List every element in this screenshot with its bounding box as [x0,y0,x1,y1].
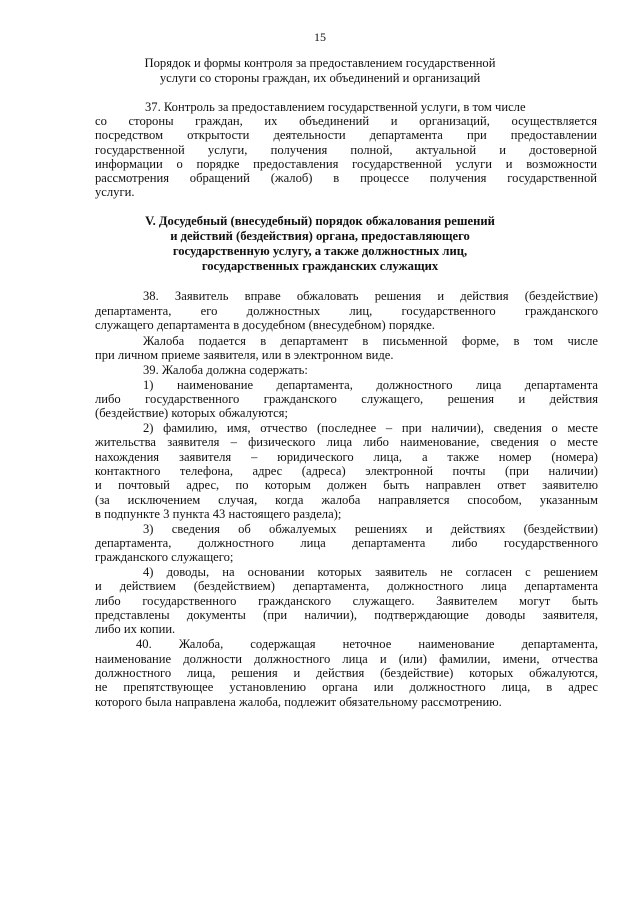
text-line: 4) доводы, на основании которых заявитель не согласен с решением [143,565,598,579]
text-line: контактного телефона, адрес (адреса) электронной почты (при наличии) [95,464,598,478]
text-line: 37. Контроль за предоставлением государственной услуги, в том числе [145,100,526,114]
text-line: 1) наименование департамента, должностного лица департамента [143,378,598,392]
text-line: департамента, должностного лица департамента либо государственного [95,536,598,550]
text-line: не препятствующее установлению органа или должностного лица, в адрес [95,680,598,694]
text-line: со стороны граждан, их объединений и организаций, осуществляется [95,114,597,128]
heading-line: услуги со стороны граждан, их объединений и организаций [159,71,481,85]
page-number: 15 [314,30,326,44]
text-line: либо государственного гражданского служащего. Заявителем могут быть [95,594,598,608]
text-line: служащего департамента в досудебном (внесудебном) порядке. [95,318,435,332]
heading-line: и действий (бездействия) органа, предоставляющего [170,229,470,243]
text-line: которого была направлена жалоба, подлежит обязательному рассмотрению. [95,695,502,709]
heading-line: V. Досудебный (внесудебный) порядок обжалования решений [145,214,495,228]
text-line: гражданского служащего; [95,550,234,564]
text-line: 3) сведения об обжалуемых решениях и действиях (бездействии) [143,522,598,536]
text-line: наименование должности должностного лица и (или) фамилии, имени, отчества [95,652,598,666]
text-line: (за исключением случая, когда жалоба направляется способом, указанным [95,493,598,507]
text-line: 40. Жалоба, содержащая неточное наименование департамента, [136,637,598,651]
text-line: департамента, его должностных лиц, государственного гражданского [95,304,598,318]
text-line: рассмотрения обращений (жалоб) в процессе получения государственной [95,171,597,185]
text-line: и действием (бездействием) департамента, должностного лица департамента [95,579,598,593]
text-line: Жалоба подается в департамент в письменной форме, в том числе [143,334,598,348]
text-line: жительства заявителя – физического лица либо наименование, сведения о месте [95,435,598,449]
text-line: и почтовый адрес, по которым должен быть направлен ответ заявителю [95,478,598,492]
text-line: либо государственного гражданского служащего, решения и действия [95,392,598,406]
text-line: 38. Заявитель вправе обжаловать решения и действия (бездействие) [143,289,598,303]
text-line: услуги. [95,185,135,199]
text-line: 2) фамилию, имя, отчество (последнее – при наличии), сведения о месте [143,421,598,435]
heading-line: государственных гражданских служащих [201,259,439,273]
heading-line: государственную услугу, а также должностных лиц, [172,244,468,258]
text-line: государственной услуги, получения полной, актуальной и достоверной [95,143,597,157]
text-line: либо их копии. [95,622,176,636]
text-line: должностного лица, решения и действия (бездействие) которых обжалуются, [95,666,598,680]
text-line: в подпункте 3 пункта 43 настоящего раздела); [95,507,342,521]
text-line: нахождения заявителя – юридического лица, а также номер (номера) [95,450,598,464]
text-line: при личном приеме заявителя, или в электронном виде. [95,348,394,362]
text-line: информации о порядке предоставления государственной услуги и возможности [95,157,597,171]
text-line: (бездействие) которых обжалуются; [95,406,288,420]
text-line: посредством открытости деятельности департамента при предоставлении [95,128,597,142]
text-line: 39. Жалоба должна содержать: [143,363,308,377]
text-line: представлены документы (при наличии), подтверждающие доводы заявителя, [95,608,598,622]
heading-line: Порядок и формы контроля за предоставлением государственной [144,56,496,70]
